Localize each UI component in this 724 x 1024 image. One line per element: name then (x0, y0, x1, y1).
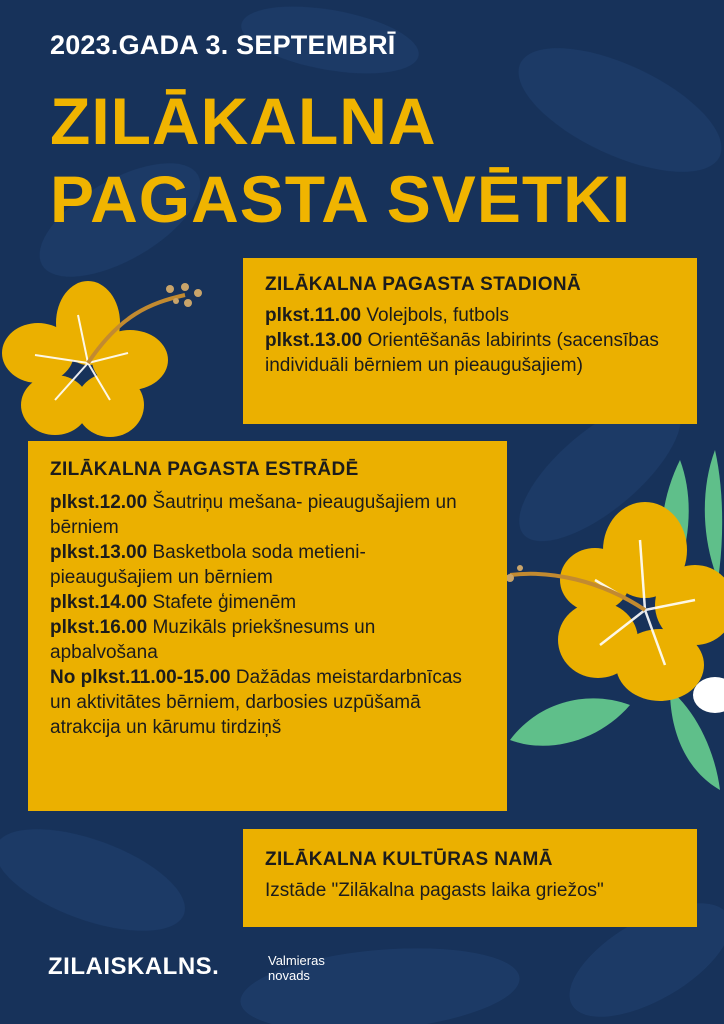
culture-title: ZILĀKALNA KULTŪRAS NAMĀ (265, 849, 553, 870)
item-time: plkst.16.00 (50, 617, 148, 638)
item-text: Stafete ģimenēm (147, 592, 297, 613)
list-item (50, 490, 485, 540)
item-text: Šautriņu mešana- pieaugušajiem un bērniem (50, 492, 457, 538)
item-text: Muzikāls priekšnesums un apbalvošana (50, 617, 376, 663)
item-time: plkst.13.00 (50, 542, 148, 563)
title-line-1: ZILĀKALNA (50, 84, 437, 158)
item-text: Dažādas meistardarbnīcas un aktivitātes bērniem, darbosies uzpūšamā atrakcija un kārumu tirdziņš (50, 667, 462, 738)
region-label (268, 953, 358, 983)
stage-card (28, 441, 507, 811)
hibiscus-flower-icon (0, 275, 215, 445)
list-item (50, 590, 485, 615)
item-time: plkst.12.00 (50, 492, 148, 513)
list-item (265, 303, 675, 328)
list-item (50, 540, 485, 590)
item-time: plkst.14.00 (50, 592, 148, 613)
item-text: Basketbola soda metieni- pieaugušajiem un bērniem (50, 542, 366, 588)
culture-text: Izstāde "Zilākalna pagasts laika griežos" (265, 880, 604, 901)
list-item (50, 615, 485, 665)
item-time: No plkst.11.00-15.00 (50, 667, 231, 688)
culture-card (243, 829, 697, 927)
stadium-card (243, 258, 697, 424)
item-time: plkst.11.00 (265, 305, 362, 326)
logo: ZILAISKALNS. (48, 953, 220, 980)
list-item (50, 665, 485, 740)
title-line-2: PAGASTA SVĒTKI (50, 162, 632, 236)
stadium-title: ZILĀKALNA PAGASTA STADIONĀ (265, 274, 582, 295)
item-time: plkst.13.00 (265, 330, 363, 351)
event-title (50, 82, 631, 238)
event-date: 2023.GADA 3. SEPTEMBRĪ (50, 30, 396, 60)
list-item (265, 328, 675, 378)
hibiscus-flower-icon (480, 440, 724, 800)
region-line-2: novads (268, 968, 310, 983)
item-text: Volejbols, futbols (361, 305, 509, 326)
item-text: Orientēšanās labirints (sacensības individuāli bērniem un pieaugušajiem) (265, 330, 659, 376)
stage-title: ZILĀKALNA PAGASTA ESTRĀDĒ (50, 459, 359, 480)
region-line-1: Valmieras (268, 953, 325, 968)
